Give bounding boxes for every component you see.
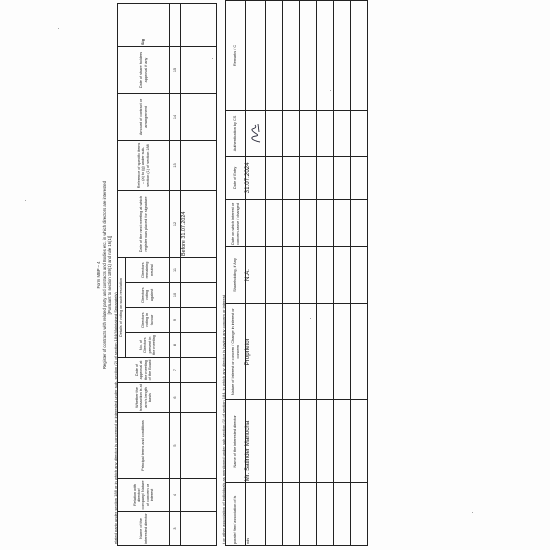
empty-cell <box>317 199 334 246</box>
empty-cell <box>300 400 317 483</box>
header-corporate: porate/ firm/ association of ls <box>226 483 246 546</box>
col-number: 8 <box>170 333 181 358</box>
header-present: No. of Directors present in the meeting <box>126 333 170 358</box>
header-favour: Directors voting in favour <box>126 308 170 333</box>
empty-cell <box>266 400 283 483</box>
col-number: 13 <box>170 141 181 191</box>
empty-cell <box>283 304 300 400</box>
empty-cell <box>317 110 334 156</box>
empty-cell <box>317 400 334 483</box>
empty-cell <box>181 413 217 479</box>
handwritten-signature <box>246 118 264 148</box>
empty-cell <box>317 1 334 111</box>
empty-cell <box>300 199 317 246</box>
empty-cell <box>317 304 334 400</box>
empty-cell <box>300 246 317 303</box>
header-next-meeting: Date of the next meeting at which register was placed for signature <box>118 191 170 258</box>
header-reference: Reference of specific items – (a) to (g) under sub-section (1) of section 188 <box>118 141 170 191</box>
nature-value: Proprietor <box>246 304 266 400</box>
empty-cell <box>351 199 368 246</box>
empty-cell <box>317 246 334 303</box>
header-shareholding: Shareholding, if Any <box>226 246 246 303</box>
header-voting-group: Details of voting on such resolution <box>118 258 126 358</box>
date-entry-value: 31.07.2024 <box>246 157 266 200</box>
empty-cell <box>300 110 317 156</box>
concern-interest-table <box>225 0 368 546</box>
col-number: 15 <box>170 47 181 94</box>
header-date-arose: Date on which interest or concern arose / changed <box>226 199 246 246</box>
header-relation: Relation with director/ company/ Nature of concern or interest <box>118 479 170 512</box>
empty-cell <box>300 304 317 400</box>
empty-cell <box>317 157 334 200</box>
empty-cell <box>334 110 351 156</box>
section-1-heading: elated party under section 188 or in which any director is concerned or interested under sub- section (2) of section 184(Maintained Separately) <box>113 292 118 544</box>
empty-cell <box>181 308 217 333</box>
empty-cell <box>266 157 283 200</box>
empty-cell <box>283 157 300 200</box>
col-number: 3 <box>170 512 181 546</box>
empty-cell <box>334 1 351 111</box>
next-meeting-value: Before 31.07.2024 <box>181 191 217 258</box>
empty-cell <box>317 483 334 546</box>
empty-cell <box>300 1 317 111</box>
header-name-director: Name of the interested director <box>118 512 170 546</box>
section-2-heading: t or other association of individuals as mentioned under sub-section (1) of section 184, in which any director is having any concern or interest <box>221 295 226 544</box>
empty-cell <box>181 358 217 383</box>
empty-cell <box>266 483 283 546</box>
header-interested-director: Name of the interested director <box>226 400 246 483</box>
empty-cell <box>283 483 300 546</box>
empty-cell <box>334 400 351 483</box>
header-signature: Sig <box>118 4 170 47</box>
empty-cell <box>351 400 368 483</box>
header-date-approval: Date of approval at the meeting of the Board <box>118 358 170 383</box>
empty-cell <box>181 333 217 358</box>
related-party-table <box>117 3 217 546</box>
header-principal-terms: Principal terms and conditions <box>118 413 170 479</box>
empty-cell <box>283 400 300 483</box>
empty-cell <box>334 246 351 303</box>
col-number: 9 <box>170 308 181 333</box>
empty-cell <box>351 1 368 111</box>
empty-cell <box>351 246 368 303</box>
empty-cell <box>351 157 368 200</box>
form-subtitle: Register of contracts with related party and contracts and Bodies etc. in which directors are interested <box>101 180 107 370</box>
col-number: 12 <box>170 191 181 258</box>
header-arms-length: Whether the transaction is at arm's length basis <box>118 383 170 413</box>
header-remarks: Remarks / C <box>226 1 246 111</box>
empty-cell <box>246 199 266 246</box>
header-against: Directors voting against <box>126 283 170 308</box>
header-neutral: Directors remaining neutral <box>126 258 170 283</box>
col-number: 11 <box>170 258 181 283</box>
empty-cell <box>351 304 368 400</box>
header-date-entry: Date of Entry <box>226 157 246 200</box>
empty-cell <box>181 94 217 141</box>
empty-cell <box>181 4 217 47</box>
empty-cell <box>246 1 266 111</box>
empty-cell <box>266 1 283 111</box>
empty-cell <box>334 304 351 400</box>
empty-cell <box>266 304 283 400</box>
empty-cell <box>283 1 300 111</box>
col-number: 4 <box>170 479 181 512</box>
empty-cell <box>266 246 283 303</box>
header-nature: Nature of Interest or concern / Change in interest or concern <box>226 304 246 400</box>
empty-cell <box>334 483 351 546</box>
col-number: 6 <box>170 383 181 413</box>
director-value: Mr. Satinder Manocha <box>246 400 266 483</box>
corporate-value: nds <box>246 483 266 546</box>
col-number: 10 <box>170 283 181 308</box>
authentication-signature <box>246 110 266 156</box>
shareholding-value: N.A. <box>246 246 266 303</box>
empty-cell <box>334 199 351 246</box>
empty-cell <box>181 141 217 191</box>
empty-cell <box>181 283 217 308</box>
header-authentication: Authentication by CS <box>226 110 246 156</box>
col-number: 5 <box>170 413 181 479</box>
form-title: Form MBP – 4 <box>96 261 101 289</box>
empty-cell <box>334 157 351 200</box>
empty-cell <box>351 483 368 546</box>
empty-cell <box>283 246 300 303</box>
col-number: 14 <box>170 94 181 141</box>
empty-cell <box>181 479 217 512</box>
form-pursuant: [Pursuant to section 189(1) and rule 16(1)] <box>107 235 112 315</box>
empty-cell <box>351 110 368 156</box>
empty-cell <box>181 512 217 546</box>
header-amount: Amount of contract or arrangement <box>118 94 170 141</box>
header-shareholder-approval: Date of share holders approval if any <box>118 47 170 94</box>
empty-cell <box>181 383 217 413</box>
empty-cell <box>181 47 217 94</box>
col-number: 7 <box>170 358 181 383</box>
empty-cell <box>283 199 300 246</box>
empty-cell <box>266 110 283 156</box>
empty-cell <box>170 4 181 47</box>
empty-cell <box>266 199 283 246</box>
empty-cell <box>283 110 300 156</box>
empty-cell <box>181 258 217 283</box>
empty-cell <box>300 483 317 546</box>
empty-cell <box>300 157 317 200</box>
